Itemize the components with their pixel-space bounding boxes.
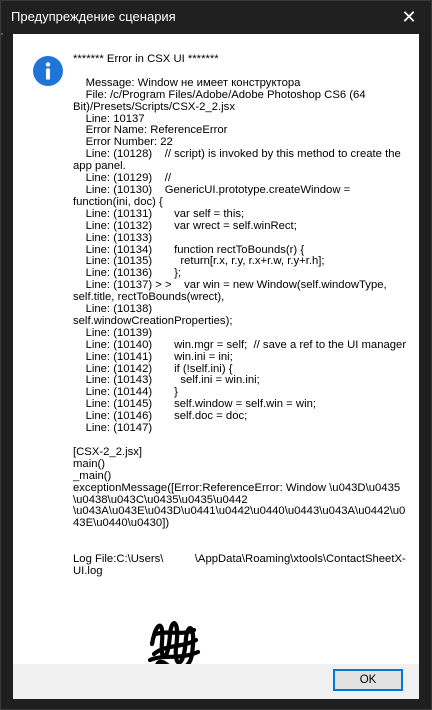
ok-button[interactable]: OK [333, 669, 403, 691]
button-bar [13, 664, 419, 699]
error-message-text: ******* Error in CSX UI ******* Message: Window не имеет конструктора File: /c/Program Files/Adobe/Adobe Photoshop CS6 (64 Bit)/Presets/Scripts/CSX-2_2.jsx Line: 10137 Error Name: ReferenceError Error Number: 22 Line: (10128) // script) is invoked by this method to create the app panel. Line: (10129) // Line: (10130) GenericUI.prototype.createWindow = function(ini, doc) { Line: (10131) var self = this; Line: (10132) var wrect = self.winRect; Line: (10133) Line: (10134) function rectToBounds(r) { Line: (10135) return[r.x, r.y, r.x+r.w, r.y+r.h]; Line: (10136) }; Line: (10137) > > var win = new Window(self.windowType, self.title, rectToBounds(wrect), Line: (10138) self.windowCreationProperties); Line: (10139) Line: (10140) win.mgr = self; // save a ref to the UI manager Line: (10141) win.ini = ini; Line: (10142) if (!self.ini) { Line: (10143) self.ini = win.ini; Line: (10144) } Line: (10145) self.window = self.win = win; Line: (10146) self.doc = doc; Line: (10147) [CSX-2_2.jsx] main() _main() exceptionMessage([Error:ReferenceError: Window \u043D\u0435 \u0438\u043C\u0435\u0435\u0442 \u043A\u043E\u043D\u0441\u0442\u0440\u0443\u043A\u0442\u043E\u0440\u0430]) Log File:C:\Users\ \AppData\Roaming\xtools\ContactSheetX-UI.log [73, 53, 407, 577]
message-area [13, 34, 419, 664]
info-icon [33, 56, 63, 86]
title-bar[interactable] [1, 1, 431, 33]
close-icon[interactable]: ✕ [401, 7, 417, 27]
window-title: Предупреждение сценария [11, 9, 176, 24]
